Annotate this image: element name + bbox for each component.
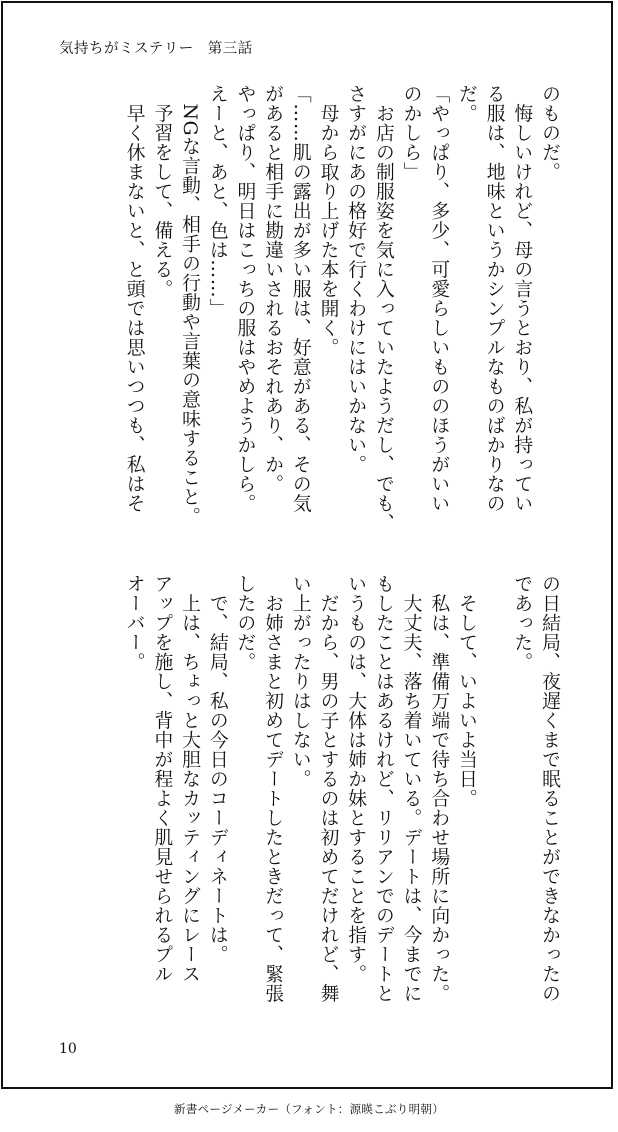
text-line: したのだ。 (234, 574, 256, 672)
footer-credit: 新書ページメーカー（フォント：源暎こぶり明朝） (173, 1102, 445, 1116)
text-line: いうものは、大体は姉か妹とすることを指す。 (345, 574, 367, 984)
text-line: 悔しいけれど、母の言うとおり、私が持ってい (511, 84, 533, 513)
text-line: オーバー。 (123, 574, 145, 672)
text-line: もしたことはあるけれど、リリアンでのデートと (372, 574, 394, 1003)
running-head (59, 37, 253, 58)
text-line: のかしら」 (400, 84, 422, 182)
text-line: お姉さまと初めてデートしたときだって、緊張 (262, 574, 284, 1003)
text-line: 大丈夫、落ち着いている。デートは、今までに (400, 574, 422, 1003)
text-line: 私は、準備万端で待ち合わせ場所に向かった。 (428, 574, 450, 1003)
text-line: 予習をして、備える。 (151, 84, 173, 299)
page-number: 10 (59, 1041, 77, 1057)
text-line: があると相手に勘違いされるおそれあり、か。 (262, 84, 284, 494)
text-line: 早く休まないと、と頭では思いつつも、私はそ (123, 84, 145, 513)
text-line: さすがにあの格好で行くわけにはいかない。 (345, 84, 367, 474)
text-line: で、結局、私の今日のコーディネートは。 (206, 574, 228, 964)
text-line: アップを施し、背中が程よく肌見せられるプル (151, 574, 173, 984)
running-head-title: 気持ちがミステリー (59, 41, 194, 57)
text-line: 上は、ちょっと大胆なカッティングにレース (179, 574, 201, 984)
text-line: お店の制服姿を気に入っていたようだし、でも、 (372, 84, 394, 533)
text-line: い上がったりはしない。 (289, 574, 311, 789)
text-line: のものだ。 (539, 84, 560, 182)
text-line: であった。 (511, 574, 533, 672)
text-line: だから、男の子とするのは初めてだけれど、舞 (317, 574, 339, 1003)
text-line: 「……肌の露出が多い服は、好意がある、その気 (289, 84, 311, 513)
text-line: 母から取り上げた本を開く。 (317, 84, 339, 357)
running-head-chapter: 第三話 (207, 41, 253, 57)
upper-text-block (120, 84, 563, 536)
text-line: やっぱり、明日はこっちの服はやめようかしら。 (234, 84, 256, 513)
text-line: NGな言動、相手の行動や言葉の意味すること。 (179, 84, 201, 527)
text-line: そして、いよいよ当日。 (455, 574, 477, 808)
book-page (1, 1, 613, 1089)
lower-text-block (120, 574, 563, 1026)
text-line: 「やっぱり、多少、可愛らしいもののほうがいい (428, 84, 450, 513)
text-line: の日結局、夜遅くまで眠ることができなかったの (539, 574, 560, 1003)
text-line: えーと、あと、色は……」 (206, 84, 228, 318)
text-line: だ。 (455, 84, 477, 123)
text-line: る服は、地味というかシンプルなものばかりなの (483, 84, 505, 513)
blank-line (480, 574, 508, 1026)
